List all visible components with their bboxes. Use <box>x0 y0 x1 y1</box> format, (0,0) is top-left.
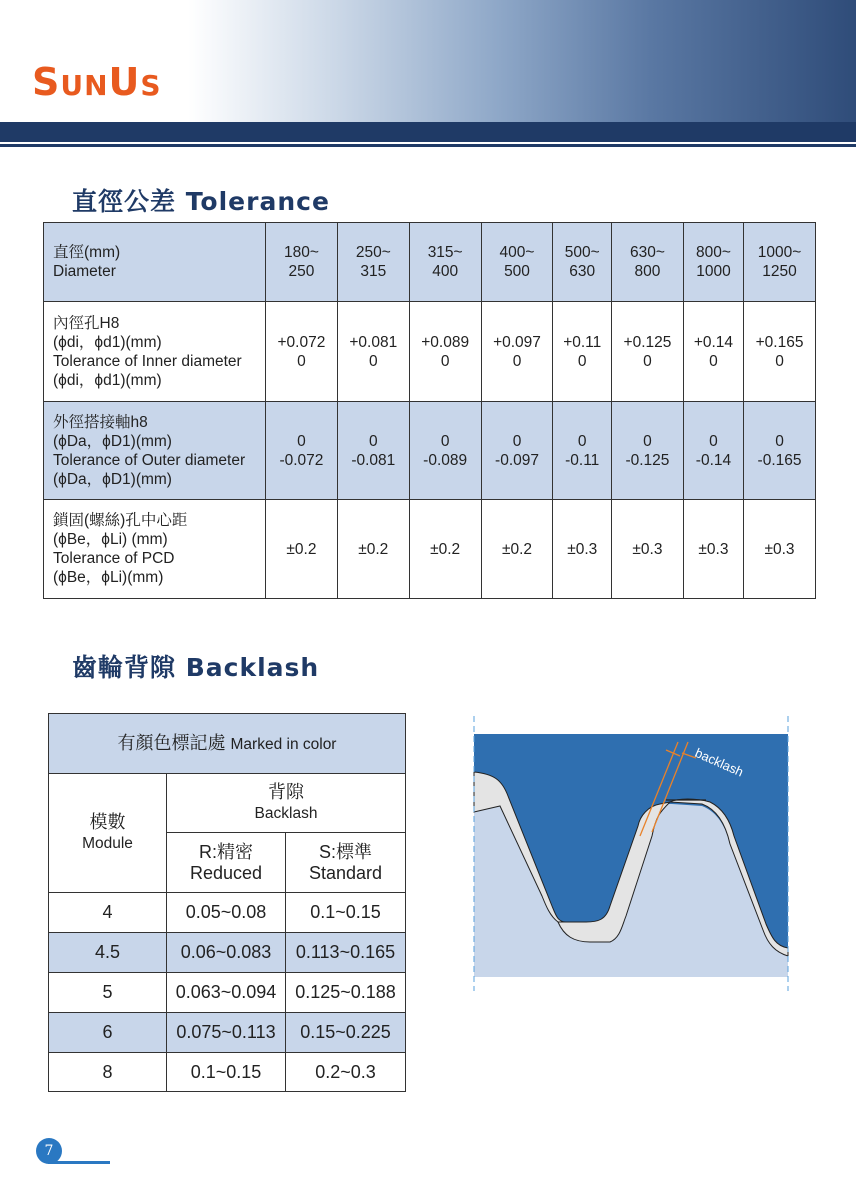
value-cell: ±0.2 <box>266 500 338 599</box>
reduced-cell: 0.063~0.094 <box>167 973 286 1013</box>
tolerance-table <box>43 222 816 599</box>
backlash-table <box>48 713 406 1092</box>
value-cell: 0 -0.14 <box>683 402 743 500</box>
tolerance-title: 直徑公差 Tolerance <box>72 187 330 216</box>
marked-in-color-header: 有顏色標記處 Marked in color <box>49 714 406 774</box>
value-cell: +0.14 0 <box>683 302 743 402</box>
value-cell: +0.089 0 <box>409 302 481 402</box>
header-rule <box>0 144 856 147</box>
gear-backlash-diagram <box>470 716 792 991</box>
value-cell: +0.081 0 <box>337 302 409 402</box>
table-row <box>49 1053 406 1092</box>
standard-cell: 0.125~0.188 <box>286 973 406 1013</box>
value-cell: ±0.3 <box>612 500 684 599</box>
backlash-label: backlash <box>692 745 746 780</box>
value-cell: 0 -0.165 <box>744 402 816 500</box>
reduced-cell: 0.06~0.083 <box>167 933 286 973</box>
module-cell: 8 <box>49 1053 167 1092</box>
table-row <box>44 402 816 500</box>
reduced-header: R:精密 Reduced <box>167 833 286 893</box>
inner-diameter-label: 內徑孔H8 (ϕdi，ϕd1)(mm) Tolerance of Inner diameter (ϕdi，ϕd1)(mm) <box>44 302 266 402</box>
module-cell: 4.5 <box>49 933 167 973</box>
range-cell: 250~ 315 <box>337 223 409 302</box>
reduced-cell: 0.05~0.08 <box>167 893 286 933</box>
sunus-logo: SUNUS <box>32 60 162 104</box>
value-cell: +0.11 0 <box>553 302 612 402</box>
range-cell: 315~ 400 <box>409 223 481 302</box>
value-cell: ±0.3 <box>683 500 743 599</box>
table-row <box>44 223 816 302</box>
module-cell: 4 <box>49 893 167 933</box>
standard-header: S:標準 Standard <box>286 833 406 893</box>
diameter-header: 直徑(mm) Diameter <box>44 223 266 302</box>
value-cell: +0.097 0 <box>481 302 553 402</box>
reduced-cell: 0.075~0.113 <box>167 1013 286 1053</box>
page-number-underline <box>48 1161 110 1164</box>
backlash-title: 齒輪背隙 Backlash <box>72 653 320 682</box>
header-band <box>0 122 856 142</box>
value-cell: ±0.2 <box>481 500 553 599</box>
table-row <box>49 774 406 833</box>
pcd-label: 鎖固(螺絲)孔中心距 (ϕBe，ϕLi) (mm) Tolerance of PCD (ϕBe，ϕLi)(mm) <box>44 500 266 599</box>
backlash-header: 背隙 Backlash <box>167 774 406 833</box>
standard-cell: 0.113~0.165 <box>286 933 406 973</box>
value-cell: +0.125 0 <box>612 302 684 402</box>
table-row <box>44 500 816 599</box>
table-row <box>44 302 816 402</box>
table-row <box>49 714 406 774</box>
page-number: 7 <box>36 1138 62 1164</box>
table-row <box>49 1013 406 1053</box>
module-cell: 5 <box>49 973 167 1013</box>
standard-cell: 0.15~0.225 <box>286 1013 406 1053</box>
value-cell: 0 -0.11 <box>553 402 612 500</box>
value-cell: 0 -0.097 <box>481 402 553 500</box>
value-cell: ±0.2 <box>337 500 409 599</box>
standard-cell: 0.1~0.15 <box>286 893 406 933</box>
standard-cell: 0.2~0.3 <box>286 1053 406 1092</box>
range-cell: 630~ 800 <box>612 223 684 302</box>
range-cell: 400~ 500 <box>481 223 553 302</box>
value-cell: 0 -0.089 <box>409 402 481 500</box>
reduced-cell: 0.1~0.15 <box>167 1053 286 1092</box>
value-cell: +0.072 0 <box>266 302 338 402</box>
range-cell: 1000~ 1250 <box>744 223 816 302</box>
range-cell: 500~ 630 <box>553 223 612 302</box>
value-cell: 0 -0.125 <box>612 402 684 500</box>
value-cell: ±0.3 <box>744 500 816 599</box>
range-cell: 180~ 250 <box>266 223 338 302</box>
value-cell: +0.165 0 <box>744 302 816 402</box>
module-header: 模數 Module <box>49 774 167 893</box>
table-row <box>49 973 406 1013</box>
table-row <box>49 893 406 933</box>
outer-diameter-label: 外徑搭接軸h8 (ϕDa，ϕD1)(mm) Tolerance of Outer diameter (ϕDa，ϕD1)(mm) <box>44 402 266 500</box>
module-cell: 6 <box>49 1013 167 1053</box>
value-cell: 0 -0.081 <box>337 402 409 500</box>
range-cell: 800~ 1000 <box>683 223 743 302</box>
value-cell: ±0.2 <box>409 500 481 599</box>
value-cell: 0 -0.072 <box>266 402 338 500</box>
table-row <box>49 933 406 973</box>
value-cell: ±0.3 <box>553 500 612 599</box>
